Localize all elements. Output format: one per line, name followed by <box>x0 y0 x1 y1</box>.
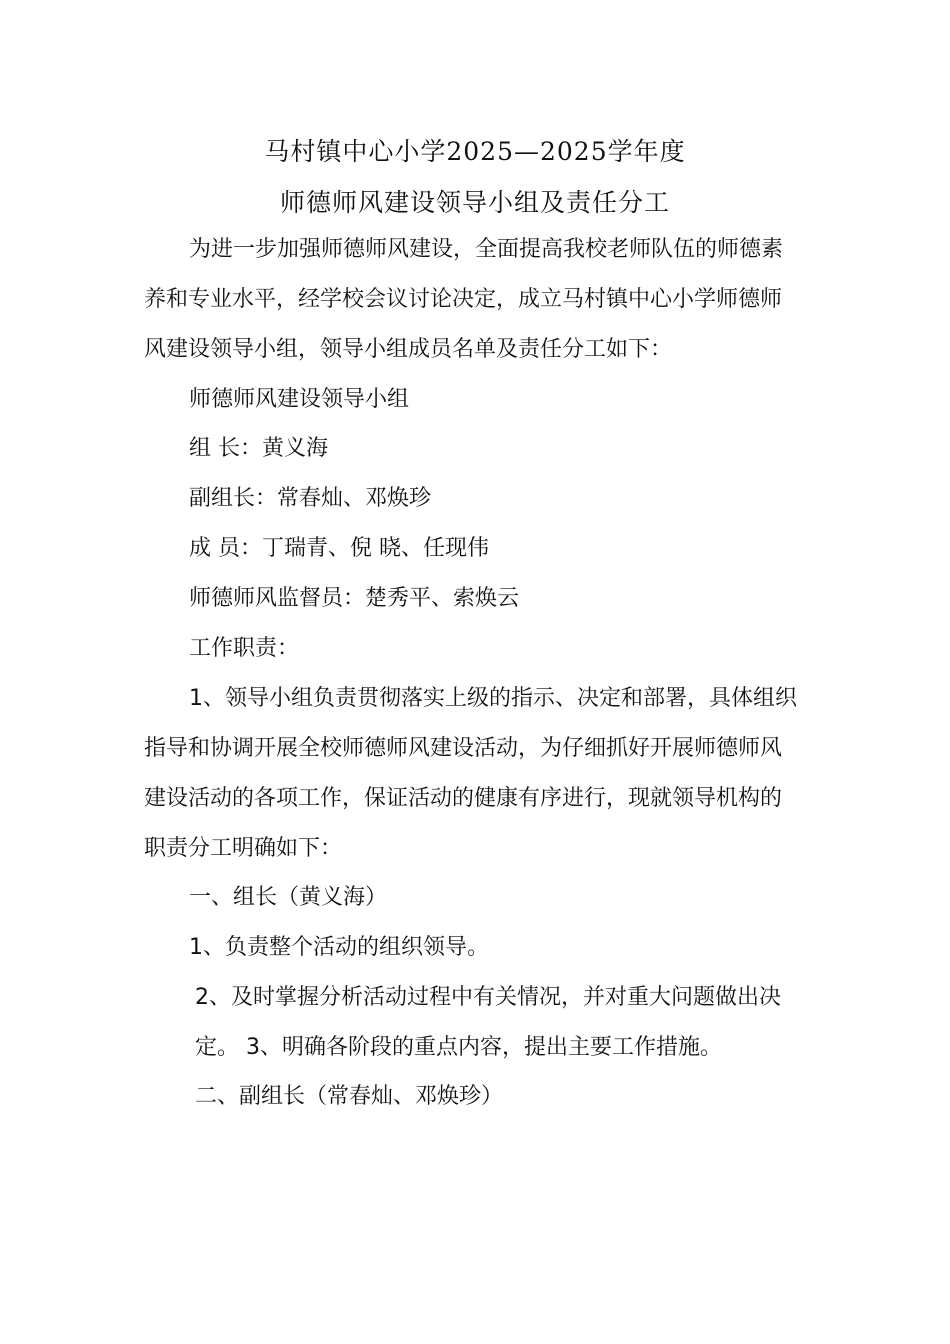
group-name: 师德师风建设领导小组 <box>189 387 410 412</box>
leader-line: 组 长：黄义海 <box>189 436 328 461</box>
supervisors-line: 师德师风监督员：楚秀平、索焕云 <box>189 586 520 611</box>
duty-intro-line-4: 职责分工明确如下： <box>144 836 343 861</box>
duty-intro-line-2: 指导和协调开展全校师德师风建设活动，为仔细抓好开展师德师风 <box>144 736 783 761</box>
section-1-item-2: 2、及时掌握分析活动过程中有关情况，并对重大问题做出决 <box>195 985 781 1010</box>
intro-line-3: 风建设领导小组，领导小组成员名单及责任分工如下： <box>144 337 673 362</box>
duties-heading: 工作职责： <box>189 636 300 661</box>
section-1-item-3: 定。 3、明确各阶段的重点内容，提出主要工作措施。 <box>195 1035 722 1060</box>
document-title-line-2: 师德师风建设领导小组及责任分工 <box>279 188 670 217</box>
intro-line-2: 养和专业水平，经学校会议讨论决定，成立马村镇中心小学师德师 <box>144 287 783 312</box>
duty-intro-line-3: 建设活动的各项工作，保证活动的健康有序进行，现就领导机构的 <box>144 786 783 811</box>
document-title-line-1: 马村镇中心小学2025—2025学年度 <box>264 137 686 166</box>
intro-line-1: 为进一步加强师德师风建设，全面提高我校老师队伍的师德素 <box>189 237 784 262</box>
members-line: 成 员：丁瑞青、倪 晓、任现伟 <box>189 536 489 561</box>
duty-intro-line-1: 1、领导小组负责贯彻落实上级的指示、决定和部署，具体组织 <box>189 686 797 711</box>
section-1-heading: 一、组长（黄义海） <box>189 885 388 910</box>
section-1-item-1: 1、负责整个活动的组织领导。 <box>189 935 489 960</box>
section-2-heading: 二、副组长（常春灿、邓焕珍） <box>195 1084 504 1109</box>
deputy-line: 副组长：常春灿、邓焕珍 <box>189 486 432 511</box>
